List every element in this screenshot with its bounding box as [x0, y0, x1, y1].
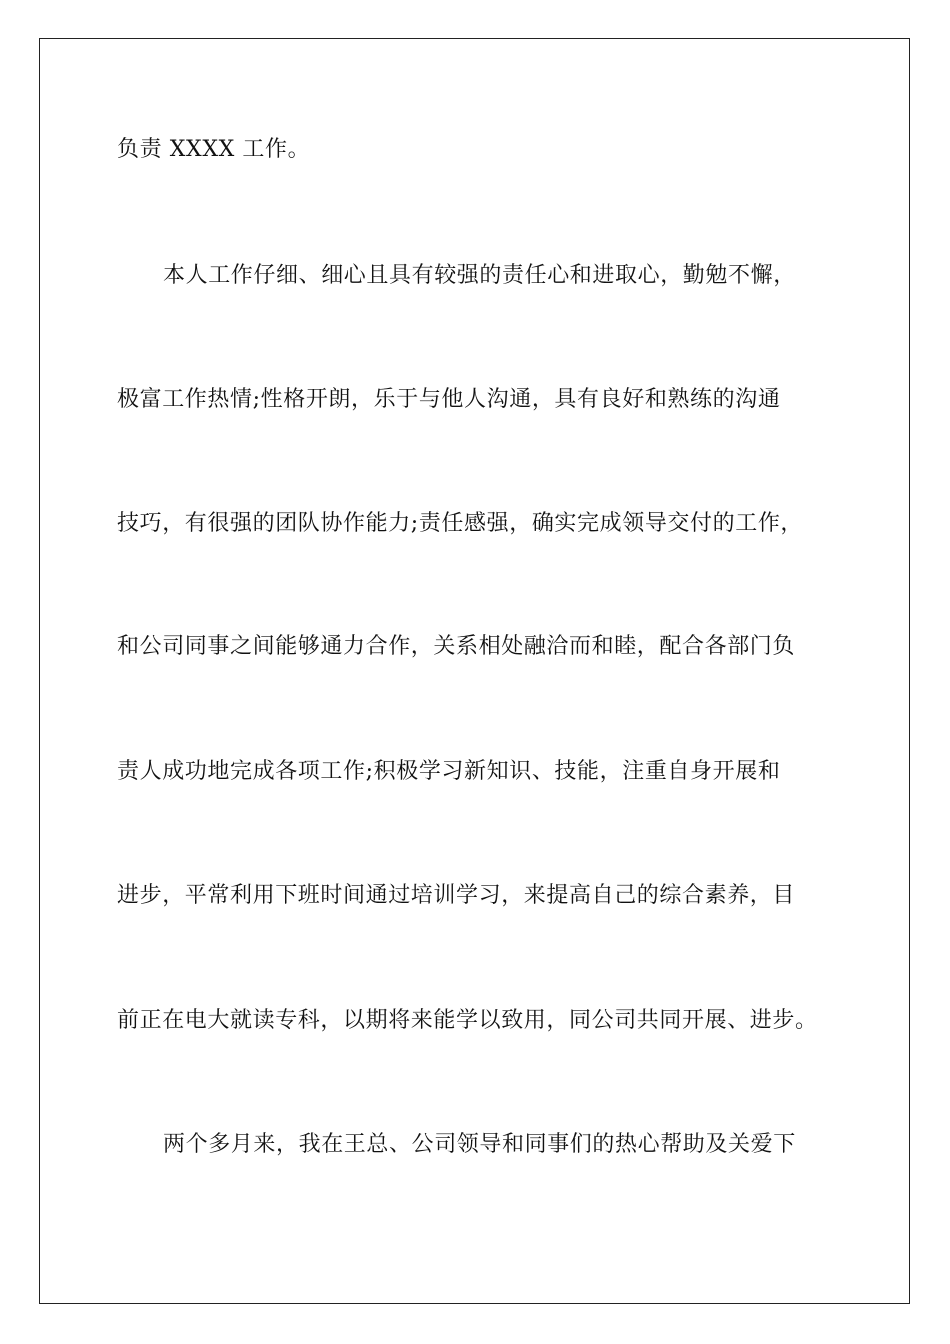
text-line-4: 技巧，有很强的团队协作能力;责任感强，确实完成领导交付的工作，: [117, 511, 804, 536]
page-border: [39, 38, 910, 1304]
paragraph-start-line: 本人工作仔细、细心且具有较强的责任心和进取心，勤勉不懈，: [163, 263, 796, 288]
text-line-3: 极富工作热情;性格开朗，乐于与他人沟通，具有良好和熟练的沟通: [117, 387, 781, 412]
text-line-5: 和公司同事之间能够通力合作，关系相处融洽而和睦，配合各部门负: [117, 634, 796, 659]
text-line-8: 前正在电大就读专科，以期将来能学以致用，同公司共同开展、进步。: [117, 1008, 818, 1033]
text-line-7: 进步，平常利用下班时间通过培训学习，来提高自己的综合素养，目: [117, 883, 796, 908]
text-line-1: 负责 XXXX 工作。: [117, 137, 311, 162]
text-line-6: 责人成功地完成各项工作;积极学习新知识、技能，注重自身开展和: [117, 759, 781, 784]
paragraph-start-line: 两个多月来，我在王总、公司领导和同事们的热心帮助及关爱下: [163, 1132, 796, 1157]
